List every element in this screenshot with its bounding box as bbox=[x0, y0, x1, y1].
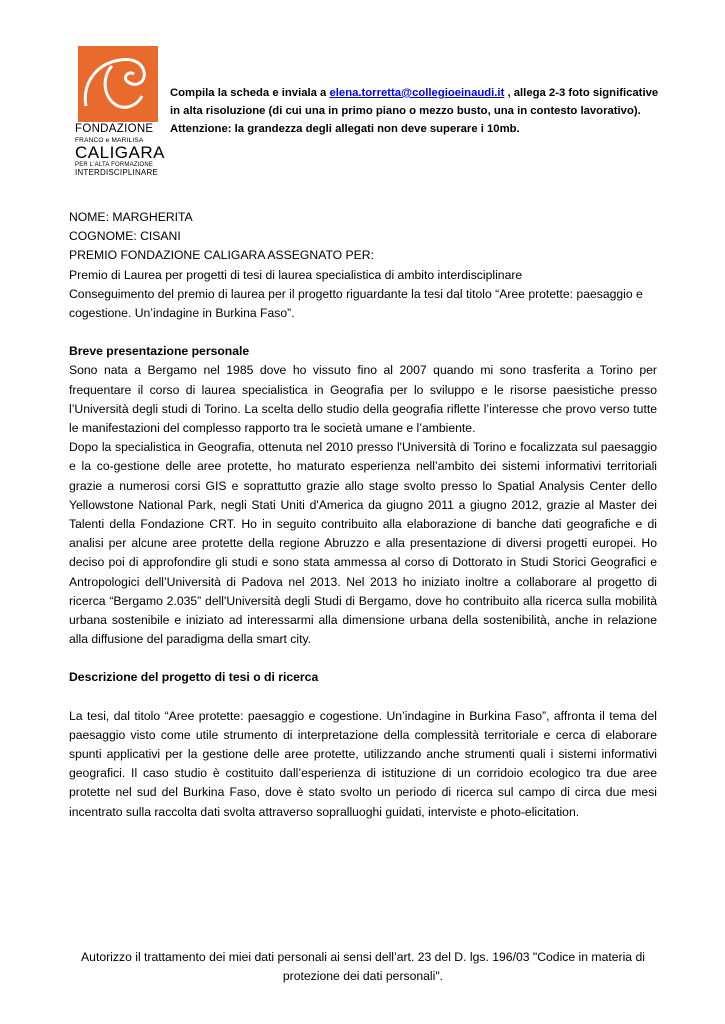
logo-line-names: FRANCO e MARILISA bbox=[75, 136, 144, 144]
section-title-presentazione: Breve presentazione personale bbox=[69, 344, 250, 359]
progetto-paragraph-1: La tesi, dal titolo “Aree protette: paesaggio e cogestione. Un’indagine in Burkina Faso”, affronta il tema del paesaggio visto come utile strumento di interpretazione della complessità territoriale e cerca di elaborare spunti applicativi per la gestione delle aree protette, utilizzando anche strumenti quali i sistemi informativi geografici. Il caso studio è costituito dall’esperienza di istituzione di un corridoio ecologico tra due aree protette nel sud del Burkina Faso, dove è stato svolto un periodo di ricerca sul campo di circa due mesi incentrato sulla raccolta dati svolta attraverso sopralluoghi guidati, interviste e photo-elicitation. bbox=[69, 708, 657, 819]
logo-wordmark bbox=[75, 124, 175, 177]
main-content bbox=[69, 208, 657, 822]
fondazione-logo bbox=[72, 46, 165, 186]
header-instructions bbox=[170, 84, 660, 138]
logo-line-fondazione: FONDAZIONE bbox=[75, 123, 154, 135]
field-cognome: COGNOME: CISANI bbox=[69, 229, 181, 244]
instructions-prefix: Compila la scheda e inviala a bbox=[170, 87, 330, 99]
fondazione-caligara-logo-icon bbox=[72, 46, 158, 122]
field-nome: NOME: MARGHERITA bbox=[69, 210, 193, 224]
attachment-size-warning: Attenzione: la grandezza degli allegati non deve superare i 10mb. bbox=[170, 123, 520, 135]
logo-line-caligara: CALIGARA bbox=[75, 143, 165, 162]
logo-line-alta: PER L'ALTA FORMAZIONE bbox=[75, 162, 154, 168]
field-premio-label: PREMIO FONDAZIONE CALIGARA ASSEGNATO PER: bbox=[69, 248, 374, 263]
logo-line-interdisciplinare: INTERDISCIPLINARE bbox=[75, 168, 158, 177]
contact-email-link[interactable]: elena.torretta@collegioeinaudi.it bbox=[329, 87, 505, 99]
field-premio-tipo: Premio di Laurea per progetti di tesi di laurea specialistica di ambito interdisciplinare bbox=[69, 267, 523, 282]
section-title-progetto: Descrizione del progetto di tesi o di ricerca bbox=[69, 670, 319, 685]
presentazione-paragraph-2: Dopo la specialistica in Geografia, ottenuta nel 2010 presso l'Università di Torino e focalizzata sul paesaggio e la co-gestione delle aree protette, ho maturato esperienza nell’ambito dei sistemi informativi territoriali grazie a numerosi corsi GIS e soprattutto grazie allo stage svolto presso lo Spatial Analysis Center dello Yellowstone National Park, negli Stati Uniti d'America da giugno 2011 a giugno 2012, grazie al Master dei Talenti della Fondazione CRT. Ho in seguito contribuito alla elaborazione di banche dati geografiche e di analisi per alcune aree protette della regione Abruzzo e alla presentazione di diversi progetti europei. Ho deciso poi di approfondire gli studi e sono stata ammessa al corso di Dottorato in Studi Storici Geografici e Antropologici dell’Università di Padova nel 2013. Nel 2013 ho iniziato inoltre a collaborare al progetto di ricerca “Bergamo 2.035” dell'Università degli Studi di Bergamo, dove ho contribuito alla ricerca sulla mobilità urbana sostenibile e iniziato ad interessarmi alla dimensione urbana della sostenibilità, anche in relazione alla diffusione del paradigma della smart city. bbox=[69, 440, 657, 647]
presentazione-paragraph-1: Sono nata a Bergamo nel 1985 dove ho vissuto fino al 2007 quando mi sono trasferita a Torino per frequentare il corso di laurea specialistica in Geografia per lo sviluppo e le risorse paesistiche presso l’Università degli studi di Torino. La scelta dello studio della geografia riflette l’interesse che provo verso tutte le manifestazioni del complesso rapporto tra le società umane e l’ambiente. bbox=[69, 363, 657, 436]
instructions-suffix: , allega 2-3 foto significative in alta risoluzione (di cui una in primo piano o mezzo busto, una in contesto lavorativo). bbox=[170, 87, 659, 117]
field-conseguimento: Conseguimento del premio di laurea per il progetto riguardante la tesi dal titolo “Aree protette: paesaggio e cogestione. Un’indagine in Burkina Faso”. bbox=[69, 286, 643, 321]
privacy-consent-footer: Autorizzo il trattamento dei miei dati personali ai sensi dell’art. 23 del D. lgs. 196/03 "Codice in materia di protezione dei dati personali". bbox=[81, 950, 645, 983]
